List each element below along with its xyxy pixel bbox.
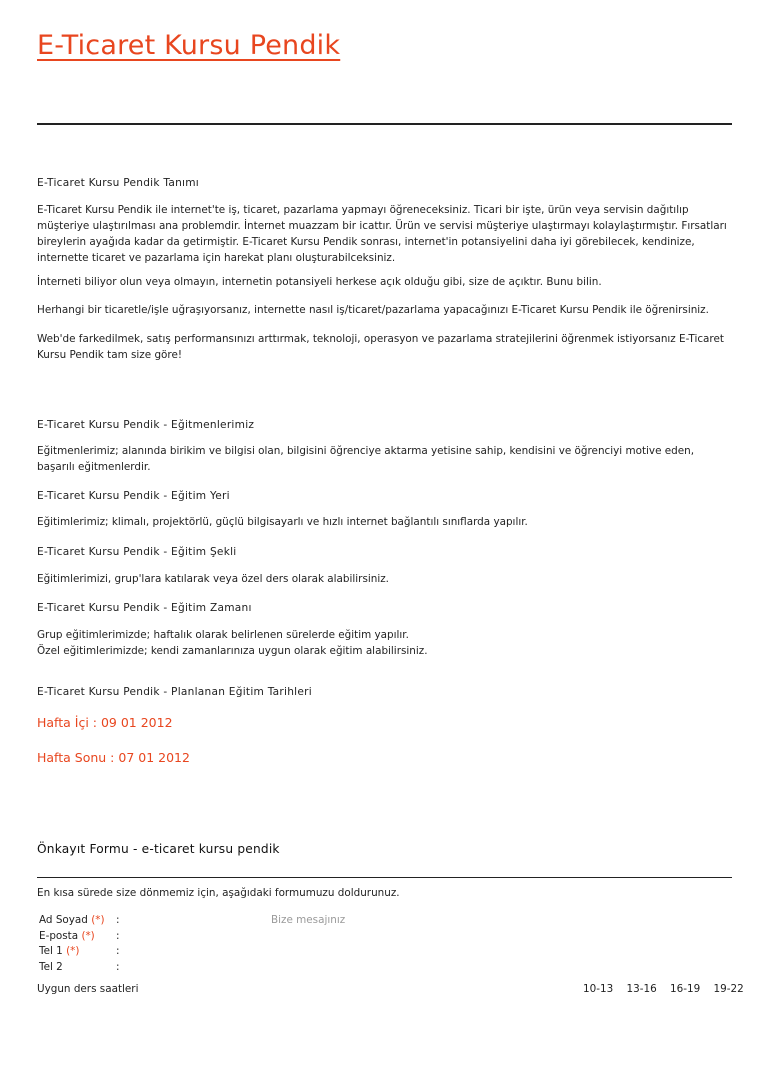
hafta-sonu-date: Hafta Sonu : 07 01 2012 [37,750,190,765]
section-heading-zaman: E-Ticaret Kursu Pendik - Eğitim Zamanı [37,602,252,614]
eposta-required-mark: (*) [81,930,95,942]
section-heading-tarih: E-Ticaret Kursu Pendik - Planlanan Eğitim Tarihleri [37,686,312,698]
eposta-label [39,930,95,942]
ad-soyad-label-text: Ad Soyad [39,914,88,926]
tel1-required-mark: (*) [66,945,80,957]
hafta-ici-date: Hafta İçi : 09 01 2012 [37,715,173,730]
hour-option-10-13[interactable]: 10-13 [583,983,614,995]
hours-label: Uygun ders saatleri [37,983,139,995]
section-heading-egitmen: E-Ticaret Kursu Pendik - Eğitmenlerimiz [37,419,255,431]
egitmen-paragraph: Eğitmenlerimiz; alanında birikim ve bilgisi olan, bilgisini öğrenciye aktarma yetisine sahip, kendisini ve öğrenciyi motive eden, başarılı eğitmenlerdir. [37,445,695,473]
tanim-paragraph-4: Web'de farkedilmek, satış performansınızı arttırmak, teknoloji, operasyon ve pazarlama stratejilerini öğrenmek istiyorsanız E-Ticaret Kursu Pendik tam size göre! [37,333,724,361]
zaman-paragraph-2: Özel eğitimlerimizde; kendi zamanlarınıza uygun olarak eğitim alabilirsiniz. [37,645,428,657]
tel2-label [39,961,63,973]
form-divider [37,877,732,878]
hour-option-13-16[interactable]: 13-16 [626,983,657,995]
tel2-colon: : [116,961,120,973]
hours-options [583,983,744,995]
tel1-label [39,945,79,957]
ad-soyad-label [39,914,105,926]
tanim-paragraph-2: İnterneti biliyor olun veya olmayın, internetin potansiyeli herkese açık olduğu gibi, size de açıktır. Bunu bilin. [37,276,602,288]
tanim-paragraph-1: E-Ticaret Kursu Pendik ile internet'te iş, ticaret, pazarlama yapmayı öğreneceksiniz. Ticari bir işte, ürün veya servisin dağıtılıp müşteriye ulaştırılması ana problemdir. İnternet muazzam bir icattır. Ürün ve servisi müşteriye ulaştırmayı kolaylaştırmıştır. Fırsatları bireylerin ayağıda kadar da getirmiştir. E-Ticaret Kursu Pendik sonrası, internet'in potansiyelini daha iyi görebilecek, kendinize, internette ticaret ve pazarlama için harekat planı oluşturabilceksiniz. [37,204,727,264]
form-intro: En kısa sürede size dönmemiz için, aşağıdaki formumuzu doldurunuz. [37,887,400,899]
tel1-label-text: Tel 1 [39,945,63,957]
eposta-colon: : [116,930,120,942]
tel1-colon: : [116,945,120,957]
section-heading-tanim: E-Ticaret Kursu Pendik Tanımı [37,177,199,189]
tanim-paragraph-3: Herhangi bir ticaretle/işle uğraşıyorsanız, internette nasıl iş/ticaret/pazarlama yapacağınızı E-Ticaret Kursu Pendik ile öğrenirsiniz. [37,304,709,316]
yer-paragraph: Eğitimlerimiz; klimalı, projektörlü, güçlü bilgisayarlı ve hızlı internet bağlantılı sınıflarda yapılır. [37,516,528,528]
sekil-paragraph: Eğitimlerimizi, grup'lara katılarak veya özel ders olarak alabilirsiniz. [37,573,389,585]
hour-option-19-22[interactable]: 19-22 [713,983,744,995]
zaman-paragraph-1: Grup eğitimlerimizde; haftalık olarak belirlenen sürelerde eğitim yapılır. [37,629,409,641]
ad-soyad-colon: : [116,914,120,926]
page-title: E-Ticaret Kursu Pendik [37,30,341,61]
section-heading-yer: E-Ticaret Kursu Pendik - Eğitim Yeri [37,490,230,502]
message-field[interactable]: Bize mesajınız [271,914,346,926]
title-divider [37,123,732,125]
hour-option-16-19[interactable]: 16-19 [670,983,701,995]
eposta-label-text: E-posta [39,930,79,942]
section-heading-sekil: E-Ticaret Kursu Pendik - Eğitim Şekli [37,546,237,558]
ad-soyad-required-mark: (*) [91,914,105,926]
tel2-label-text: Tel 2 [39,961,63,973]
form-title: Önkayıt Formu - e-ticaret kursu pendik [37,842,280,856]
